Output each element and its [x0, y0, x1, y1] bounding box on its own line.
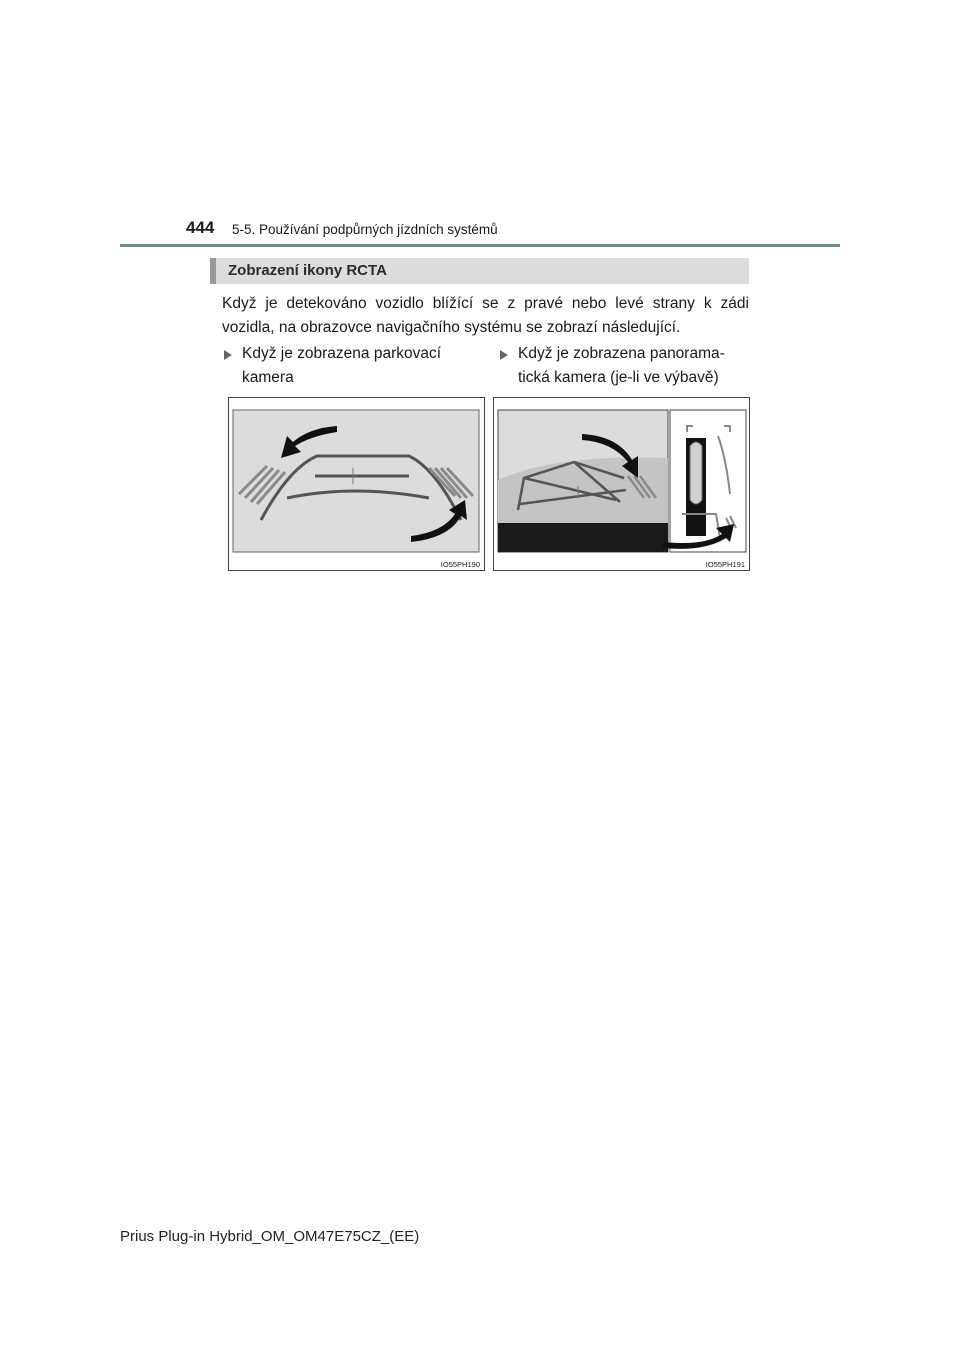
parking-camera-illustration	[229, 398, 484, 558]
page-footer: Prius Plug-in Hybrid_OM_OM47E75CZ_(EE)	[120, 1228, 420, 1245]
bullet-text: Když je zobrazena panorama-tická kamera (je-li ve výbavě)	[518, 345, 725, 386]
figure-code: IO55PH190	[440, 560, 480, 569]
body-paragraph: Když je detekováno vozidlo blížící se z pravé nebo levé strany k zádi vozidla, na obrazovce navigačního systému se zobrazí následující.	[222, 295, 749, 336]
panoramic-camera-figure	[493, 397, 750, 571]
bullet-item	[500, 342, 750, 390]
bullet-item	[224, 342, 474, 390]
triangle-bullet-icon	[500, 350, 508, 360]
panoramic-camera-illustration	[494, 398, 749, 558]
page-number: 444	[186, 218, 215, 237]
section-title: 5-5. Používání podpůrných jízdních systémů	[232, 222, 498, 237]
bullet-text: Když je zobrazena parkovací kamera	[242, 345, 442, 386]
header-divider	[120, 244, 840, 247]
parking-camera-figure	[228, 397, 485, 571]
section-heading: Zobrazení ikony RCTA	[228, 262, 387, 279]
section-heading-bar	[210, 258, 749, 284]
triangle-bullet-icon	[224, 350, 232, 360]
figure-code: IO55PH191	[705, 560, 745, 569]
